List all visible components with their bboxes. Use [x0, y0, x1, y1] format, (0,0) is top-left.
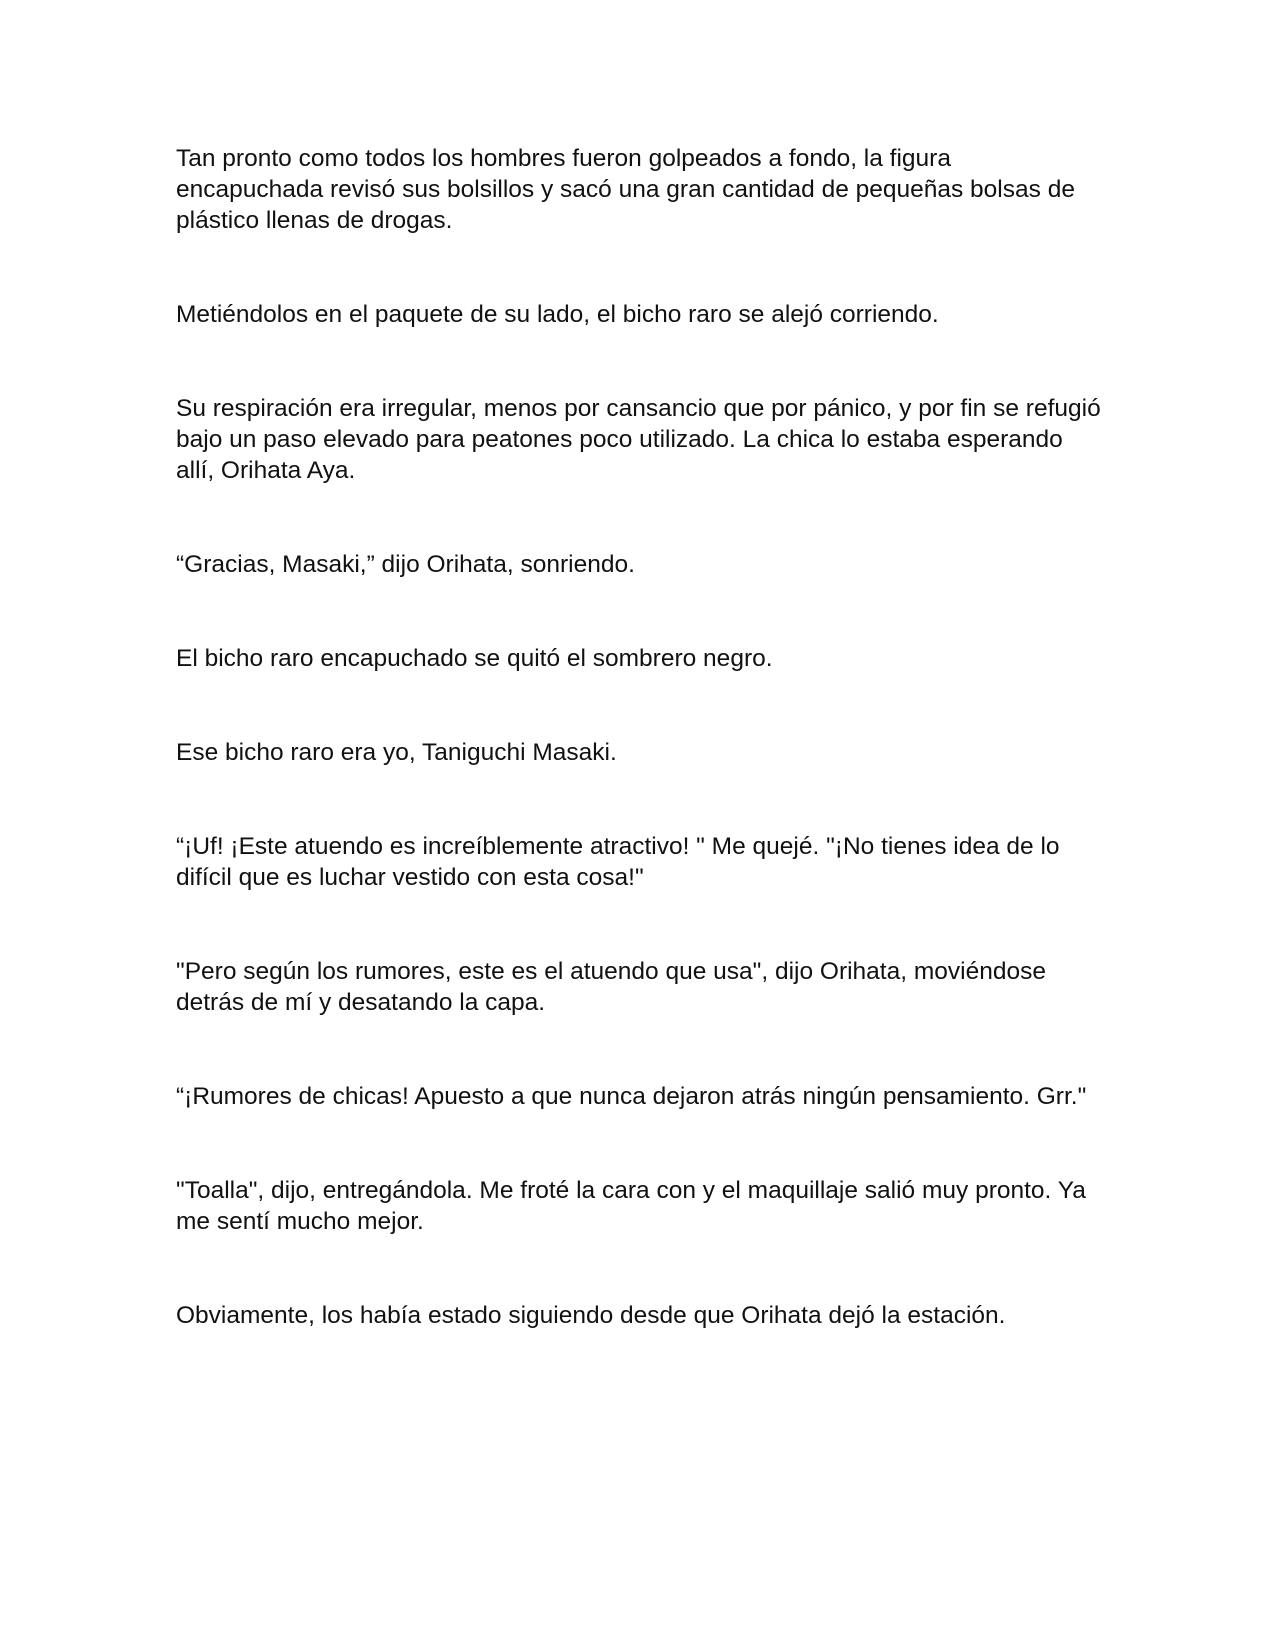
paragraph: Obviamente, los había estado siguiendo desde que Orihata dejó la estación. [176, 1302, 1006, 1329]
paragraph: “¡Uf! ¡Este atuendo es increíblemente atractivo! " Me quejé. "¡No tienes idea de lo difícil que es luchar vestido con esta cosa!" [176, 833, 1060, 891]
paragraph: “Gracias, Masaki,” dijo Orihata, sonriendo. [176, 551, 635, 578]
paragraph: El bicho raro encapuchado se quitó el sombrero negro. [176, 645, 773, 672]
paragraph: "Toalla", dijo, entregándola. Me froté la cara con y el maquillaje salió muy pronto. Ya me sentí mucho mejor. [176, 1177, 1086, 1235]
paragraph: "Pero según los rumores, este es el atuendo que usa", dijo Orihata, moviéndose detrás de mí y desatando la capa. [176, 958, 1046, 1016]
document-body [176, 143, 1101, 1331]
paragraph: “¡Rumores de chicas! Apuesto a que nunca dejaron atrás ningún pensamiento. Grr." [176, 1083, 1087, 1110]
paragraph: Metiéndolos en el paquete de su lado, el bicho raro se alejó corriendo. [176, 301, 939, 328]
paragraph: Su respiración era irregular, menos por cansancio que por pánico, y por fin se refugió bajo un paso elevado para peatones poco utilizado. La chica lo estaba esperando allí, Orihata Aya. [176, 395, 1101, 484]
paragraph: Tan pronto como todos los hombres fueron golpeados a fondo, la figura encapuchada revisó sus bolsillos y sacó una gran cantidad de pequeñas bolsas de plástico llenas de drogas. [176, 145, 1075, 234]
paragraph: Ese bicho raro era yo, Taniguchi Masaki. [176, 739, 617, 766]
